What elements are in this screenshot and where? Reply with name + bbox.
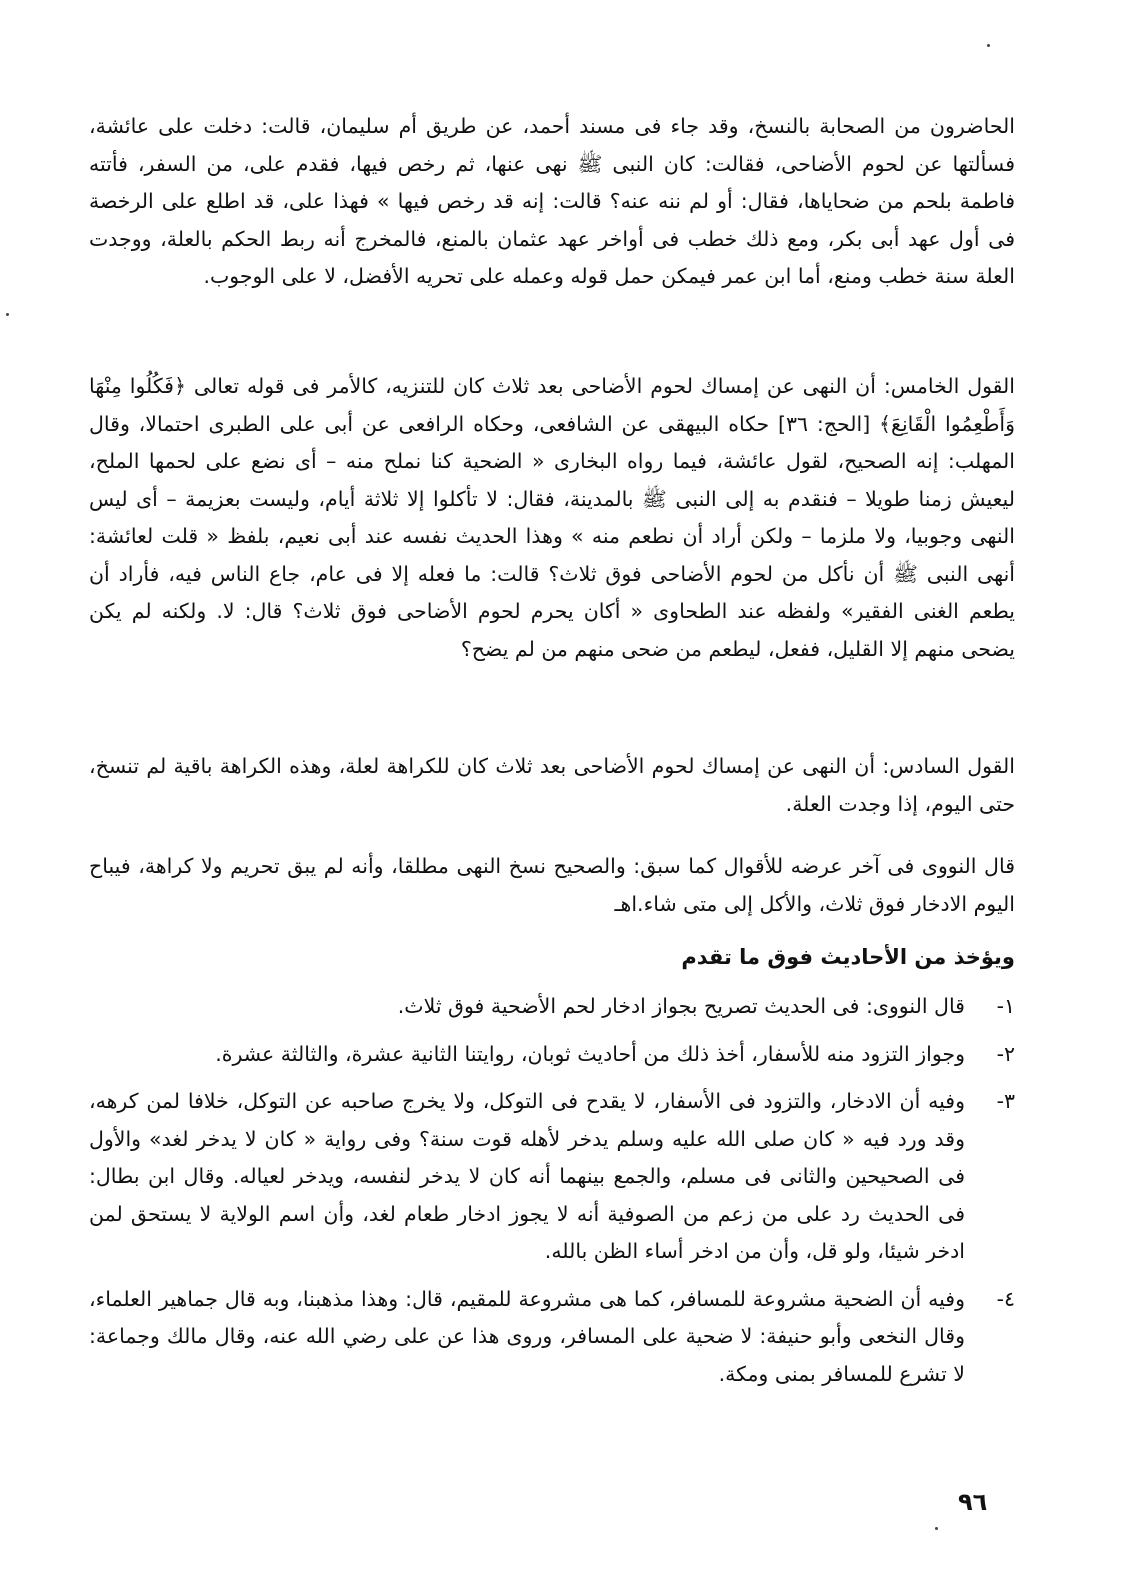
list-item [89, 1083, 1015, 1271]
paragraph-2: القول الخامس: أن النهى عن إمساك لحوم الأضاحى بعد ثلاث كان للتنزيه، كالأمر فى قوله تعالى ﴿فَكُلُوا مِنْهَا وَأَطْعِمُوا الْقَانِعَ﴾ [الحج: ٣٦] حكاه البيهقى عن الشافعى، وحكاه الرافعى عن أبى على الطبرى احتمالا، وقال المهلب: إنه الصحيح، لقول عائشة، فيما رواه البخارى « الضحية كنا نملح منه – أى نضع على لحمها الملح، ليعيش زمنا طويلا – فنقدم به إلى النبى ﷺ بالمدينة، فقال: لا تأكلوا إلا ثلاثة أيام، وليست بعزيمة – أى ليس النهى وجوبيا، ولا ملزما – ولكن أراد أن نطعم منه » وهذا الحديث نفسه عند أبى نعيم، بلفظ « قلت لعائشة: أنهى النبى ﷺ أن نأكل من لحوم الأضاحى فوق ثلاث؟ قالت: ما فعله إلا فى عام، جاع الناس فيه، فأراد أن يطعم الغنى الفقير» ولفظه عند الطحاوى « أكان يحرم لحوم الأضاحى فوق ثلاث؟ قال: لا. ولكنه لم يكن يضحى منهم إلا القليل، ففعل، ليطعم من ضحى منهم من لم يضح؟ [89, 374, 1015, 661]
list-item [89, 1281, 1015, 1394]
numbered-list [89, 988, 1015, 1403]
scan-speck [6, 313, 9, 316]
list-item [89, 988, 1015, 1026]
list-item-number: ٤- [996, 1286, 1015, 1311]
section-heading: ويؤخذ من الأحاديث فوق ما تقدم [681, 945, 1015, 969]
list-item [89, 1036, 1015, 1074]
page-number: ٩٦ [958, 1488, 988, 1516]
scan-speck [987, 44, 990, 47]
scan-speck [935, 1527, 938, 1530]
list-item-text: وفيه أن الضحية مشروعة للمسافر، كما هى مشروعة للمقيم، قال: وهذا مذهبنا، وبه قال جماهير العلماء، وقال النخعى وأبو حنيفة: لا ضحية على المسافر، وروى هذا عن على رضي الله عنه، وقال مالك وجماعة: لا تشرع للمسافر بمنى ومكة. [89, 1286, 965, 1386]
paragraph-4: قال النووى فى آخر عرضه للأقوال كما سبق: والصحيح نسخ النهى مطلقا، وأنه لم يبق تحريم ولا كراهة، فيباح اليوم الادخار فوق ثلاث، والأكل إلى متى شاء.اهـ [89, 854, 1015, 916]
list-item-text: وجواز التزود منه للأسفار، أخذ ذلك من أحاديث ثوبان، روايتنا الثانية عشرة، والثالثة عشرة. [215, 1041, 965, 1066]
paragraph-3: القول السادس: أن النهى عن إمساك لحوم الأضاحى بعد ثلاث كان للكراهة لعلة، وهذه الكراهة باقية لم تنسخ، حتى اليوم، إذا وجدت العلة. [89, 754, 1015, 816]
list-item-number: ٣- [996, 1089, 1015, 1113]
list-item-number: ١- [996, 994, 1015, 1018]
list-item-text: قال النووى: فى الحديث تصريح بجواز ادخار لحم الأضحية فوق ثلاث. [397, 994, 965, 1018]
list-item-number: ٢- [996, 1041, 1015, 1066]
paragraph-1: الحاضرون من الصحابة بالنسخ، وقد جاء فى مسند أحمد، عن طريق أم سليمان، قالت: دخلت على عائشة، فسألتها عن لحوم الأضاحى، فقالت: كان النبى ﷺ نهى عنها، ثم رخص فيها، فقدم على، من السفر، فأتته فاطمة بلحم من ضحاياها، فقال: أو لم ننه عنه؟ قالت: إنه قد رخص فيها » فهذا على، قد اطلع على الرخصة فى أول عهد أبى بكر، ومع ذلك خطب فى أواخر عهد عثمان بالمنع، فالمخرج أنه ربط الحكم بالعلة، ووجدت العلة سنة خطب ومنع، أما ابن عمر فيمكن حمل قوله وعمله على تحريه الأفضل، لا على الوجوب. [89, 114, 1015, 288]
list-item-text: وفيه أن الادخار، والتزود فى الأسفار، لا يقدح فى التوكل، ولا يخرج صاحبه عن التوكل، خلافا لمن كرهه، وقد ورد فيه « كان صلى الله عليه وسلم يدخر لأهله قوت سنة؟ وفى رواية « كان لا يدخر لغد» والأول فى الصحيحين والثانى فى مسلم، والجمع بينهما أنه كان لا يدخر لنفسه، ويدخر لعياله. وقال ابن بطال: فى الحديث رد على من زعم من الصوفية أنه لا يجوز ادخار طعام لغد، وأن اسم الولاية لا يستحق لمن ادخر شيئا، ولو قل، وأن من ادخر أساء الظن بالله. [89, 1089, 965, 1263]
